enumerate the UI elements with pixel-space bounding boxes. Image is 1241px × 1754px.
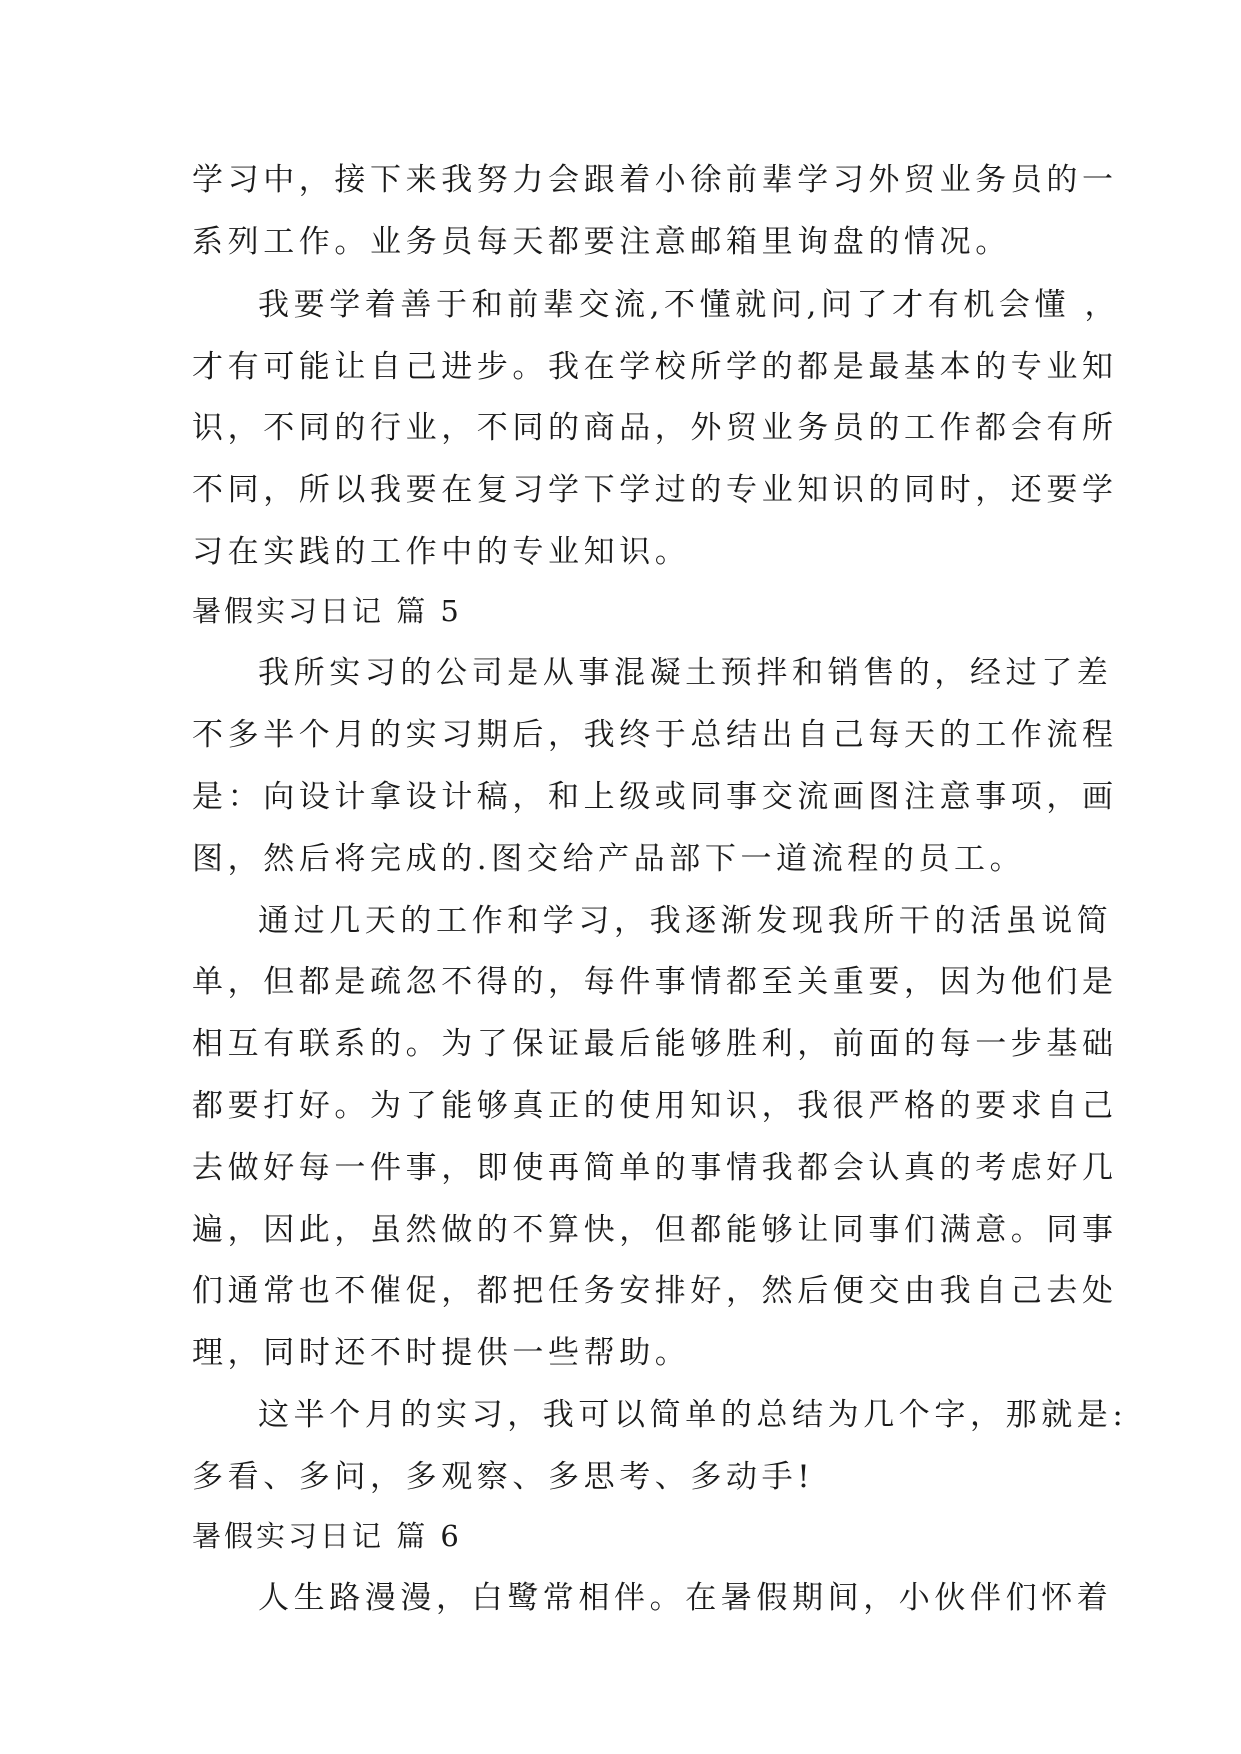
paragraph-line: 是：向设计拿设计稿，和上级或同事交流画图注意事项，画 [192, 779, 1118, 815]
paragraph-line: 通过几天的工作和学习，我逐渐发现我所干的活虽说简 [258, 903, 1113, 939]
paragraph-line: 都要打好。为了能够真正的使用知识，我很严格的要求自己 [192, 1088, 1118, 1124]
paragraph-line: 去做好每一件事，即使再简单的事情我都会认真的考虑好几 [192, 1150, 1118, 1186]
paragraph-line: 理，同时还不时提供一些帮助。 [192, 1335, 691, 1371]
section-heading: 暑假实习日记 篇 6 [192, 1519, 462, 1553]
paragraph-line: 才有可能让自己进步。我在学校所学的都是最基本的专业知 [192, 349, 1118, 385]
paragraph-line: 识，不同的行业，不同的商品，外贸业务员的工作都会有所 [192, 410, 1118, 446]
paragraph-line: 人生路漫漫，白鹭常相伴。在暑假期间，小伙伴们怀着 [258, 1580, 1113, 1616]
paragraph-line: 们通常也不催促，都把任务安排好，然后便交由我自己去处 [192, 1273, 1118, 1309]
paragraph-line: 不同，所以我要在复习学下学过的专业知识的同时，还要学 [192, 472, 1118, 508]
section-heading: 暑假实习日记 篇 5 [192, 594, 462, 628]
paragraph-line: 学习中，接下来我努力会跟着小徐前辈学习外贸业务员的一 [192, 162, 1118, 198]
paragraph-line: 图，然后将完成的.图交给产品部下一道流程的员工。 [192, 841, 1026, 877]
paragraph-line: 习在实践的工作中的专业知识。 [192, 534, 691, 570]
paragraph-line: 这半个月的实习，我可以简单的总结为几个字，那就是: [258, 1397, 1128, 1433]
paragraph-line: 相互有联系的。为了保证最后能够胜利，前面的每一步基础 [192, 1026, 1118, 1062]
paragraph-line: 系列工作。业务员每天都要注意邮箱里询盘的情况。 [192, 224, 1011, 260]
paragraph-line: 我所实习的公司是从事混凝土预拌和销售的，经过了差 [258, 655, 1113, 691]
paragraph-line: 遍，因此，虽然做的不算快，但都能够让同事们满意。同事 [192, 1212, 1118, 1248]
paragraph-line: 不多半个月的实习期后，我终于总结出自己每天的工作流程 [192, 717, 1118, 753]
paragraph-line: 单，但都是疏忽不得的，每件事情都至关重要，因为他们是 [192, 964, 1118, 1000]
paragraph-line: 多看、多问，多观察、多思考、多动手! [192, 1459, 815, 1495]
paragraph-line: 我要学着善于和前辈交流,不懂就问,问了才有机会懂 ， [258, 287, 1121, 323]
